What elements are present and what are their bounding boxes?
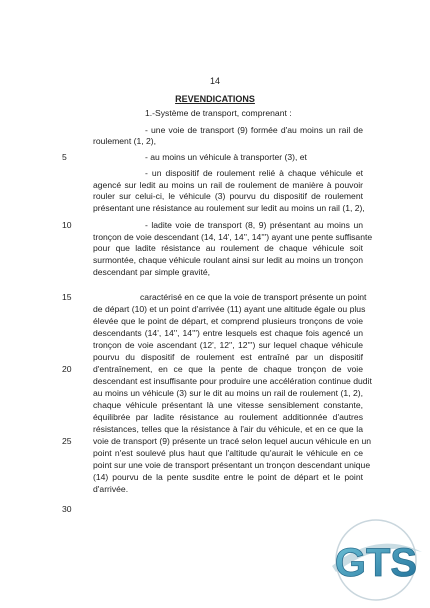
line-number: 30 [62, 504, 72, 514]
text-line: pourvu du dispositif de roulement est entraîné par un dispositif [93, 352, 363, 362]
text-line: au moins un véhicule (3) sur le dit au moins un rail de roulement (1, 2), [93, 388, 363, 398]
gts-logo [328, 510, 424, 606]
text-line: - ladite voie de transport (8, 9) présentant au moins un [145, 220, 363, 230]
line-number: 10 [62, 220, 72, 230]
text-line: descendant est insuffisante pour produire une accélération continue dudit [93, 376, 372, 386]
section-heading: REVENDICATIONS [175, 94, 255, 104]
text-line: - un dispositif de roulement relié à chaque véhicule et [145, 168, 363, 178]
text-line: pour que ladite résistance au roulement de chaque véhicule soit [93, 243, 363, 253]
page-number: 14 [209, 76, 220, 86]
text-line: 1.-Système de transport, comprenant : [145, 108, 292, 118]
line-number: 5 [62, 152, 67, 162]
text-line: - au moins un véhicule à transporter (3), et [145, 152, 307, 162]
text-line: roulement (1, 2), [93, 136, 157, 146]
text-line: rouler sur celui-ci, le véhicule (3) pourvu du dispositif de roulement [93, 191, 363, 201]
text-line: point n'est soulevé plus haut que l'altitude qu'aurait le véhicule en ce [93, 448, 363, 458]
text-line: (14) pourvu de la pente susdite entre le point de départ et le point [93, 472, 363, 482]
text-line: descendant par simple gravité, [93, 267, 211, 277]
text-line: tronçon de voie descendant (14, 14', 14'', 14''') ayant une pente suffisante [93, 232, 373, 242]
text-line: d'arrivée. [93, 484, 129, 494]
text-line: présentant une résistance au roulement sur ledit au moins un rail (1, 2), [93, 203, 365, 213]
text-line: équilibrée par ladite résistance au roulement additionnée d'autres [93, 412, 363, 422]
logo-lettering: GTS [334, 541, 418, 585]
text-line: de départ (10) et un point d'arrivée (11) ayant une altitude égale ou plus [93, 304, 366, 314]
text-line: voie de transport (9) présente un tracé selon lequel aucun véhicule en un [93, 436, 372, 446]
line-number: 25 [62, 436, 72, 446]
text-line: chaque véhicule présentant là une vitesse sensiblement constante, [93, 400, 363, 410]
line-number: 20 [62, 364, 72, 374]
text-line: descendants (14', 14'', 14''') entre lesquels est chaque fois agencé un [93, 328, 363, 338]
text-line: surmontée, chaque véhicule roulant ainsi sur ledit au moins un tronçon [93, 255, 363, 265]
text-line: d'entraînement, en ce que la pente de chaque tronçon de voie [93, 364, 363, 374]
text-line: élevée que le point de départ, et comprend plusieurs tronçons de voie [93, 316, 363, 326]
text-line: résistances, telles que la résistance à l'air du véhicule, et en ce que la [93, 424, 363, 434]
line-number: 15 [62, 292, 72, 302]
text-line: agencé sur ledit au moins un rail de roulement de manière à pouvoir [93, 180, 363, 190]
text-line: - une voie de transport (9) formée d'au moins un rail de [145, 125, 363, 135]
text-line: point sur une voie de transport présentant un tronçon descendant unique [93, 460, 371, 470]
text-line: tronçon de voie ascendant (12', 12'', 12''') sur lequel chaque véhicule [93, 340, 363, 350]
text-line: caractérisé en ce que la voie de transport présente un point [140, 292, 367, 302]
